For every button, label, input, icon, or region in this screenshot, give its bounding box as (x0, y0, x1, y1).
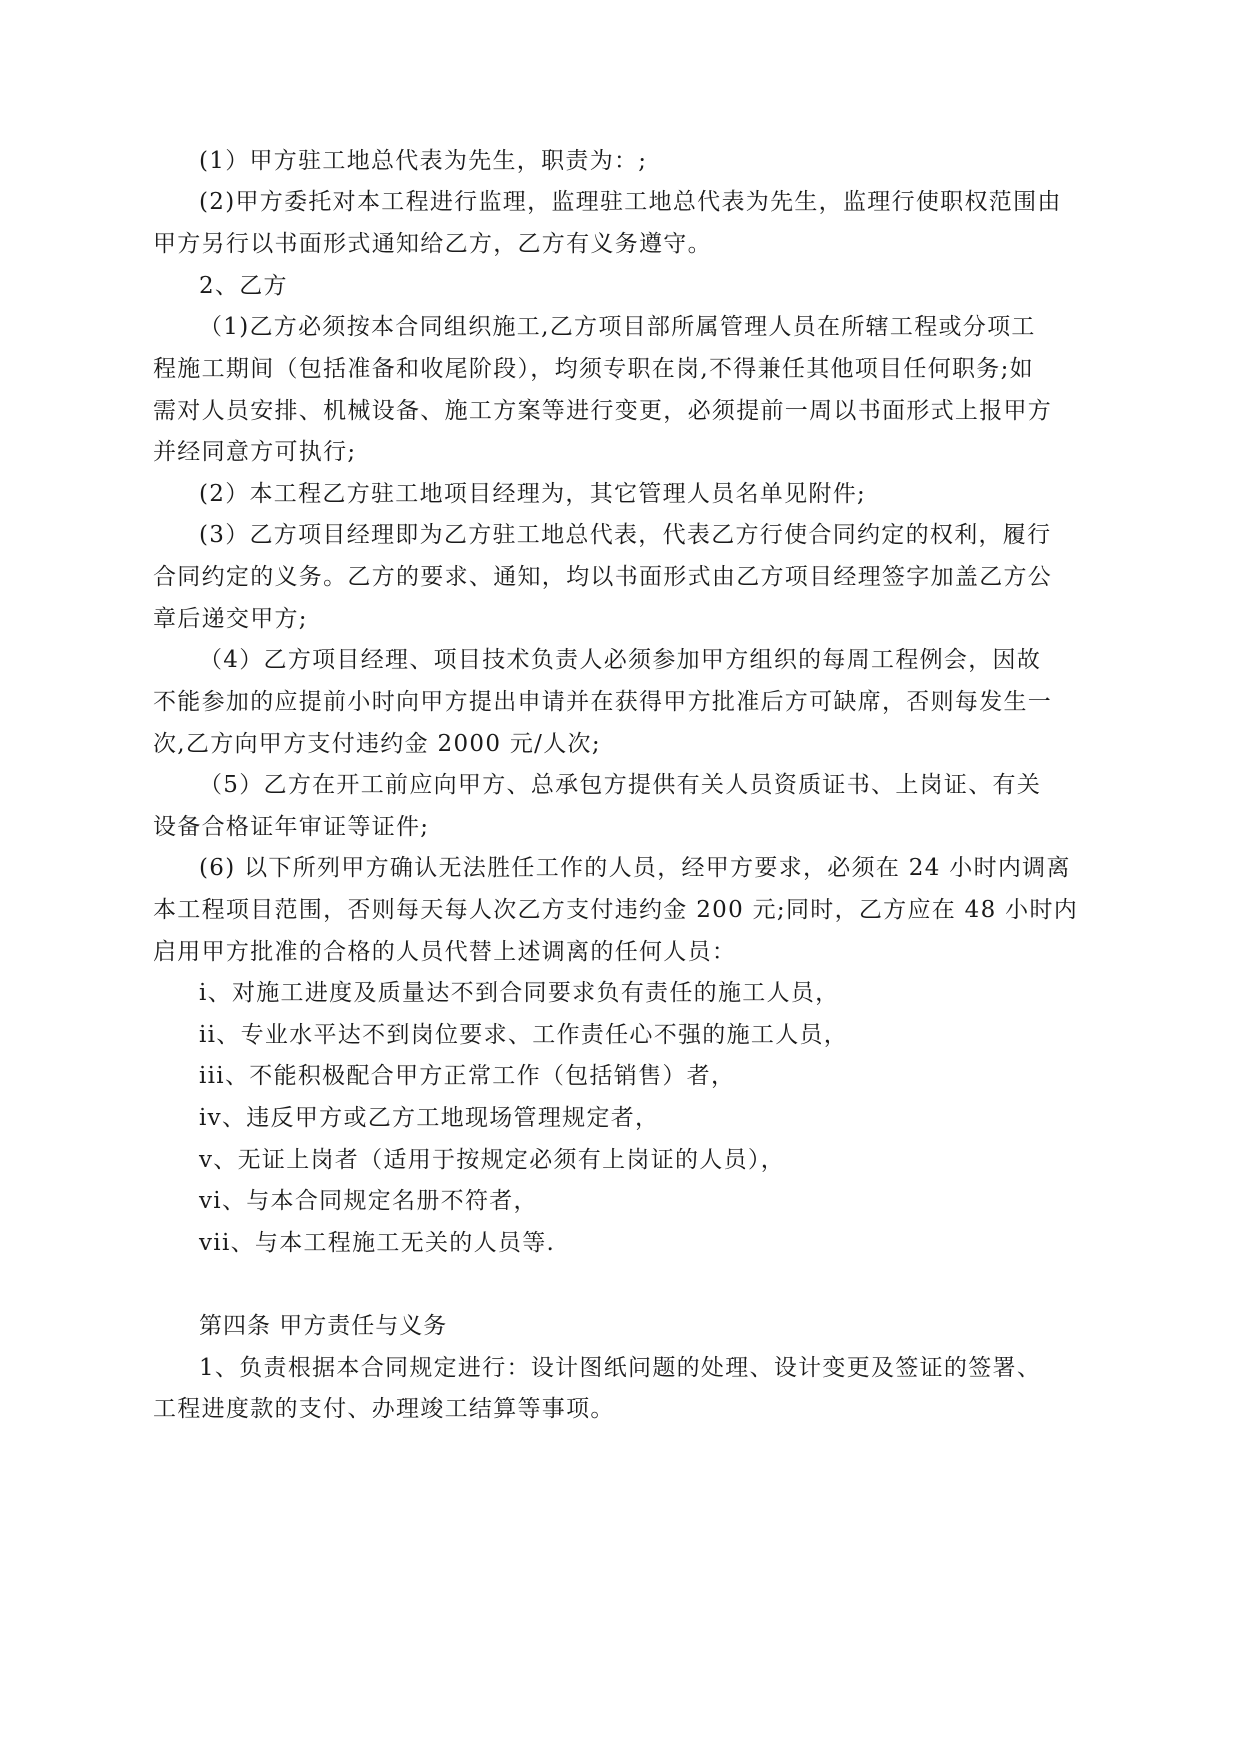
clause-2-2: (2）本工程乙方驻工地项目经理为，其它管理人员名单见附件; (199, 481, 867, 507)
clause-2-5-line2: 设备合格证年审证等证件; (153, 814, 430, 840)
party-b-heading: 2、乙方 (199, 273, 288, 299)
clause-2-6-line3: 启用甲方批准的合格的人员代替上述调离的任何人员： (153, 939, 737, 965)
clause-2-1-line1: （1)乙方必须按本合同组织施工,乙方项目部所属管理人员在所辖工程或分项工 (199, 314, 1036, 340)
clause-2-4-line3: 次,乙方向甲方支付违约金 2000 元/人次; (153, 731, 601, 757)
list-item-i: i、对施工进度及质量达不到合同要求负有责任的施工人员， (199, 980, 840, 1006)
clause-2-1-line4: 并经同意方可执行; (153, 439, 357, 465)
clause-2-3-line2: 合同约定的义务。乙方的要求、通知，均以书面形式由乙方项目经理签字加盖乙方公 (153, 564, 1053, 590)
list-item-iv: iv、违反甲方或乙方工地现场管理规定者， (199, 1105, 660, 1131)
list-item-ii: ii、专业水平达不到岗位要求、工作责任心不强的施工人员， (199, 1022, 849, 1048)
section-clause-1-line2: 工程进度款的支付、办理竣工结算等事项。 (153, 1396, 615, 1422)
clause-2-4-line1: （4）乙方项目经理、项目技术负责人必须参加甲方组织的每周工程例会，因故 (199, 647, 1042, 673)
clause-2-3-line1: (3）乙方项目经理即为乙方驻工地总代表，代表乙方行使合同约定的权利，履行 (199, 522, 1052, 548)
clause-2-4-line2: 不能参加的应提前小时向甲方提出申请并在获得甲方批准后方可缺席，否则每发生一 (153, 689, 1053, 715)
clause-2-5-line1: （5）乙方在开工前应向甲方、总承包方提供有关人员资质证书、上岗证、有关 (199, 772, 1042, 798)
clause-2-1-line3: 需对人员安排、机械设备、施工方案等进行变更，必须提前一周以书面形式上报甲方 (153, 398, 1053, 424)
clause-2-6-line2: 本工程项目范围，否则每天每人次乙方支付违约金 200 元;同时，乙方应在 48 小时内 (153, 897, 1079, 923)
clause-1-1: (1）甲方驻工地总代表为先生，职责为：; (199, 148, 648, 174)
list-item-vi: vi、与本合同规定名册不符者， (199, 1188, 538, 1214)
clause-2-3-line3: 章后递交甲方; (153, 606, 308, 632)
list-item-iii: iii、不能积极配合甲方正常工作（包括销售）者， (199, 1063, 736, 1089)
section-clause-1-line1: 1、负责根据本合同规定进行：设计图纸问题的处理、设计变更及签证的签署、 (199, 1355, 1042, 1381)
clause-1-2-line1: (2)甲方委托对本工程进行监理，监理驻工地总代表为先生，监理行使职权范围由 (199, 189, 1062, 215)
list-item-vii: vii、与本工程施工无关的人员等. (199, 1230, 556, 1256)
clause-2-6-line1: (6) 以下所列甲方确认无法胜任工作的人员，经甲方要求，必须在 24 小时内调离 (199, 855, 1071, 881)
clause-2-1-line2: 程施工期间（包括准备和收尾阶段），均须专职在岗,不得兼任其他项目任何职务;如 (153, 356, 1034, 382)
section-heading: 第四条 甲方责任与义务 (199, 1313, 448, 1339)
clause-1-2-line2: 甲方另行以书面形式通知给乙方，乙方有义务遵守。 (153, 231, 712, 257)
list-item-v: v、无证上岗者（适用于按规定必须有上岗证的人员）， (199, 1147, 785, 1173)
